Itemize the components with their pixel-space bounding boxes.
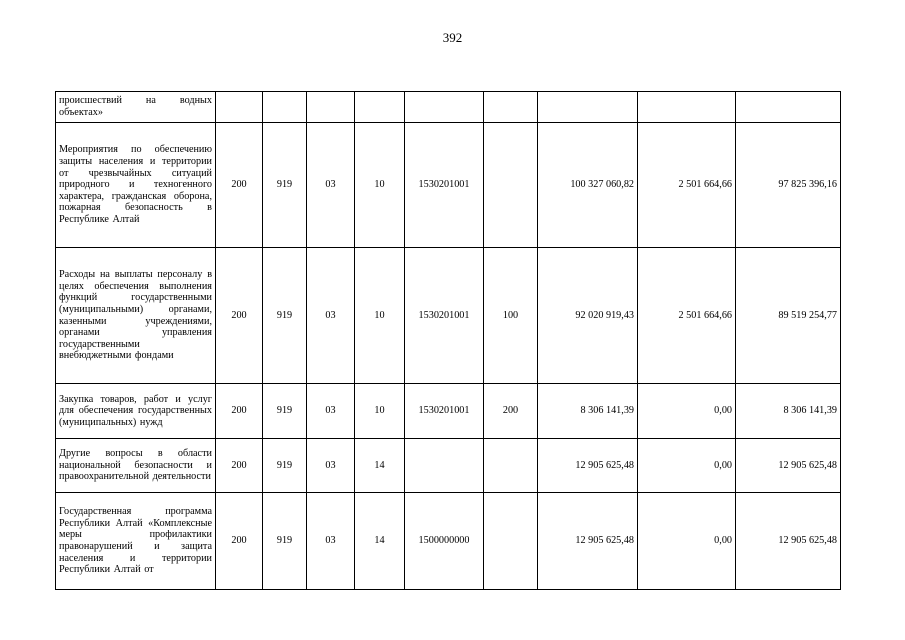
code-cell: 1500000000 <box>405 493 484 590</box>
code-cell: 200 <box>216 384 263 439</box>
table-row <box>56 248 841 384</box>
code-cell: 10 <box>355 384 405 439</box>
row-name-cell: Государственная программа Республики Алтай «Комплексные меры профилактики правонарушений и защита населения и территории Республики Алтай от <box>56 493 216 590</box>
code-cell: 03 <box>307 248 355 384</box>
row-name-cell: происшествий на водных объектах» <box>56 92 216 123</box>
code-cell: 919 <box>263 248 307 384</box>
amount-cell: 97 825 396,16 <box>736 123 841 248</box>
code-cell <box>405 439 484 493</box>
code-cell: 03 <box>307 493 355 590</box>
row-name-cell: Другие вопросы в области национальной безопасности и правоохранительной деятельности <box>56 439 216 493</box>
code-cell <box>216 92 263 123</box>
code-cell: 10 <box>355 123 405 248</box>
row-name-cell: Закупка товаров, работ и услуг для обеспечения государственных (муниципальных) нужд <box>56 384 216 439</box>
amount-cell: 12 905 625,48 <box>736 493 841 590</box>
code-cell: 03 <box>307 123 355 248</box>
code-cell: 200 <box>484 384 538 439</box>
amount-cell: 8 306 141,39 <box>538 384 638 439</box>
code-cell: 919 <box>263 384 307 439</box>
code-cell <box>263 92 307 123</box>
code-cell <box>484 493 538 590</box>
code-cell: 100 <box>484 248 538 384</box>
code-cell: 919 <box>263 493 307 590</box>
code-cell: 200 <box>216 493 263 590</box>
code-cell: 1530201001 <box>405 248 484 384</box>
code-cell: 200 <box>216 439 263 493</box>
code-cell: 03 <box>307 384 355 439</box>
amount-cell: 12 905 625,48 <box>736 439 841 493</box>
code-cell: 919 <box>263 123 307 248</box>
amount-cell: 0,00 <box>638 439 736 493</box>
amount-cell: 89 519 254,77 <box>736 248 841 384</box>
amount-cell: 8 306 141,39 <box>736 384 841 439</box>
code-cell: 14 <box>355 439 405 493</box>
code-cell: 1530201001 <box>405 384 484 439</box>
code-cell <box>484 439 538 493</box>
amount-cell: 92 020 919,43 <box>538 248 638 384</box>
amount-cell: 0,00 <box>638 384 736 439</box>
code-cell: 200 <box>216 248 263 384</box>
amount-cell <box>638 92 736 123</box>
code-cell: 10 <box>355 248 405 384</box>
row-name-cell: Мероприятия по обеспечению защиты населения и территории от чрезвычайных ситуаций природного и техногенного характера, гражданская оборона, пожарная безопасность в Республике Алтай <box>56 123 216 248</box>
amount-cell: 0,00 <box>638 493 736 590</box>
code-cell <box>484 92 538 123</box>
amount-cell: 100 327 060,82 <box>538 123 638 248</box>
code-cell: 03 <box>307 439 355 493</box>
page-number: 392 <box>442 30 463 45</box>
code-cell: 200 <box>216 123 263 248</box>
code-cell <box>405 92 484 123</box>
table-row <box>56 493 841 590</box>
code-cell: 14 <box>355 493 405 590</box>
amount-cell: 12 905 625,48 <box>538 493 638 590</box>
table-row <box>56 92 841 123</box>
amount-cell <box>538 92 638 123</box>
amount-cell: 12 905 625,48 <box>538 439 638 493</box>
code-cell: 919 <box>263 439 307 493</box>
budget-table <box>55 91 841 590</box>
code-cell <box>484 123 538 248</box>
amount-cell: 2 501 664,66 <box>638 248 736 384</box>
table-row <box>56 439 841 493</box>
amount-cell <box>736 92 841 123</box>
code-cell <box>307 92 355 123</box>
code-cell: 1530201001 <box>405 123 484 248</box>
code-cell <box>355 92 405 123</box>
table-row <box>56 384 841 439</box>
amount-cell: 2 501 664,66 <box>638 123 736 248</box>
table-row <box>56 123 841 248</box>
row-name-cell: Расходы на выплаты персоналу в целях обеспечения выполнения функций государственными (муниципальными) органами, казенными учреждениями, органами управления государственными внебюджетными фондами <box>56 248 216 384</box>
